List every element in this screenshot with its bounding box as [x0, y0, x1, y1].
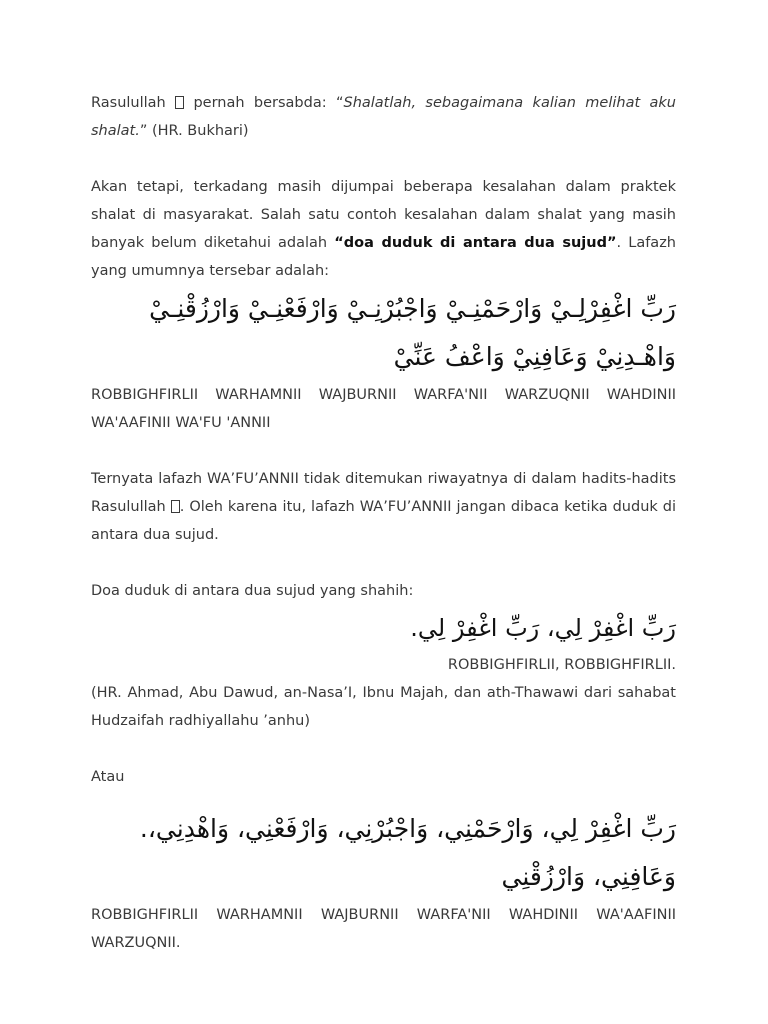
- hadith-quote-paragraph: Rasulullah pernah bersabda: “Shalatlah, sebagaimana kalian melihat aku shalat.” (HR. Bukhari): [91, 95, 676, 139]
- article-body: [91, 89, 676, 957]
- bold-phrase: “doa duduk di antara dua sujud”: [334, 235, 617, 251]
- shahih-intro: Doa duduk di antara dua sujud yang shahih:: [91, 583, 414, 599]
- transliteration-long: ROBBIGHFIRLII WARHAMNII WAJBURNII WARFA'NII WAHDINII WA'AAFINII WARZUQNII.: [91, 907, 676, 951]
- arabic-prayer-shahih-long: رَبِّ اغْفِرْ لِي، وَارْحَمْنِي، وَاجْبُرْنِي، وَارْفَعْنِي، وَاهْدِنِي،. وَعَافِنِي، وَارْزُقْنِي: [139, 814, 676, 891]
- atau-label: Atau: [91, 769, 125, 785]
- arabic-prayer-common: رَبِّ اغْفِرْلِـيْ وَارْحَمْنِـيْ وَاجْبُرْنِـيْ وَارْفَعْنِـيْ وَارْزُقْنِـيْ وَاهْـدِنِيْ وَعَافِنِيْ وَاعْفُ عَنِّيْ: [149, 294, 676, 371]
- transliteration-common: ROBBIGHFIRLII WARHAMNII WAJBURNII WARFA'NII WARZUQNII WAHDINII WA'AAFINII WA'FU 'ANNII: [91, 387, 676, 431]
- transliteration-short: ROBBIGHFIRLII, ROBBIGHFIRLII.: [447, 657, 676, 673]
- explanation-paragraph: Ternyata lafazh WA’FU’ANNII tidak ditemukan riwayatnya di dalam hadits-hadits Rasulullah . Oleh karena itu, lafazh WA’FU’ANNII jangan dibaca ketika duduk di antara dua sujud.: [91, 471, 677, 543]
- missing-glyph-icon: [171, 500, 180, 513]
- missing-glyph-icon: [175, 96, 184, 109]
- arabic-prayer-shahih-short: رَبِّ اغْفِرْ لِي، رَبِّ اغْفِرْ لِي.: [410, 614, 676, 642]
- hadith-quote-italic: Shalatlah, sebagaimana kalian melihat aku shalat.: [91, 95, 676, 139]
- hadith-citation: (HR. Ahmad, Abu Dawud, an-Nasa’I, Ibnu Majah, dan ath-Thawawi dari sahabat Hudzaifah radhiyallahu ’anhu): [91, 685, 676, 729]
- mistake-paragraph: Akan tetapi, terkadang masih dijumpai beberapa kesalahan dalam praktek shalat di masyarakat. Salah satu contoh kesalahan dalam shalat yang masih banyak belum diketahui adalah “doa duduk di antara dua sujud”. Lafazh yang umumnya tersebar adalah:: [91, 179, 676, 279]
